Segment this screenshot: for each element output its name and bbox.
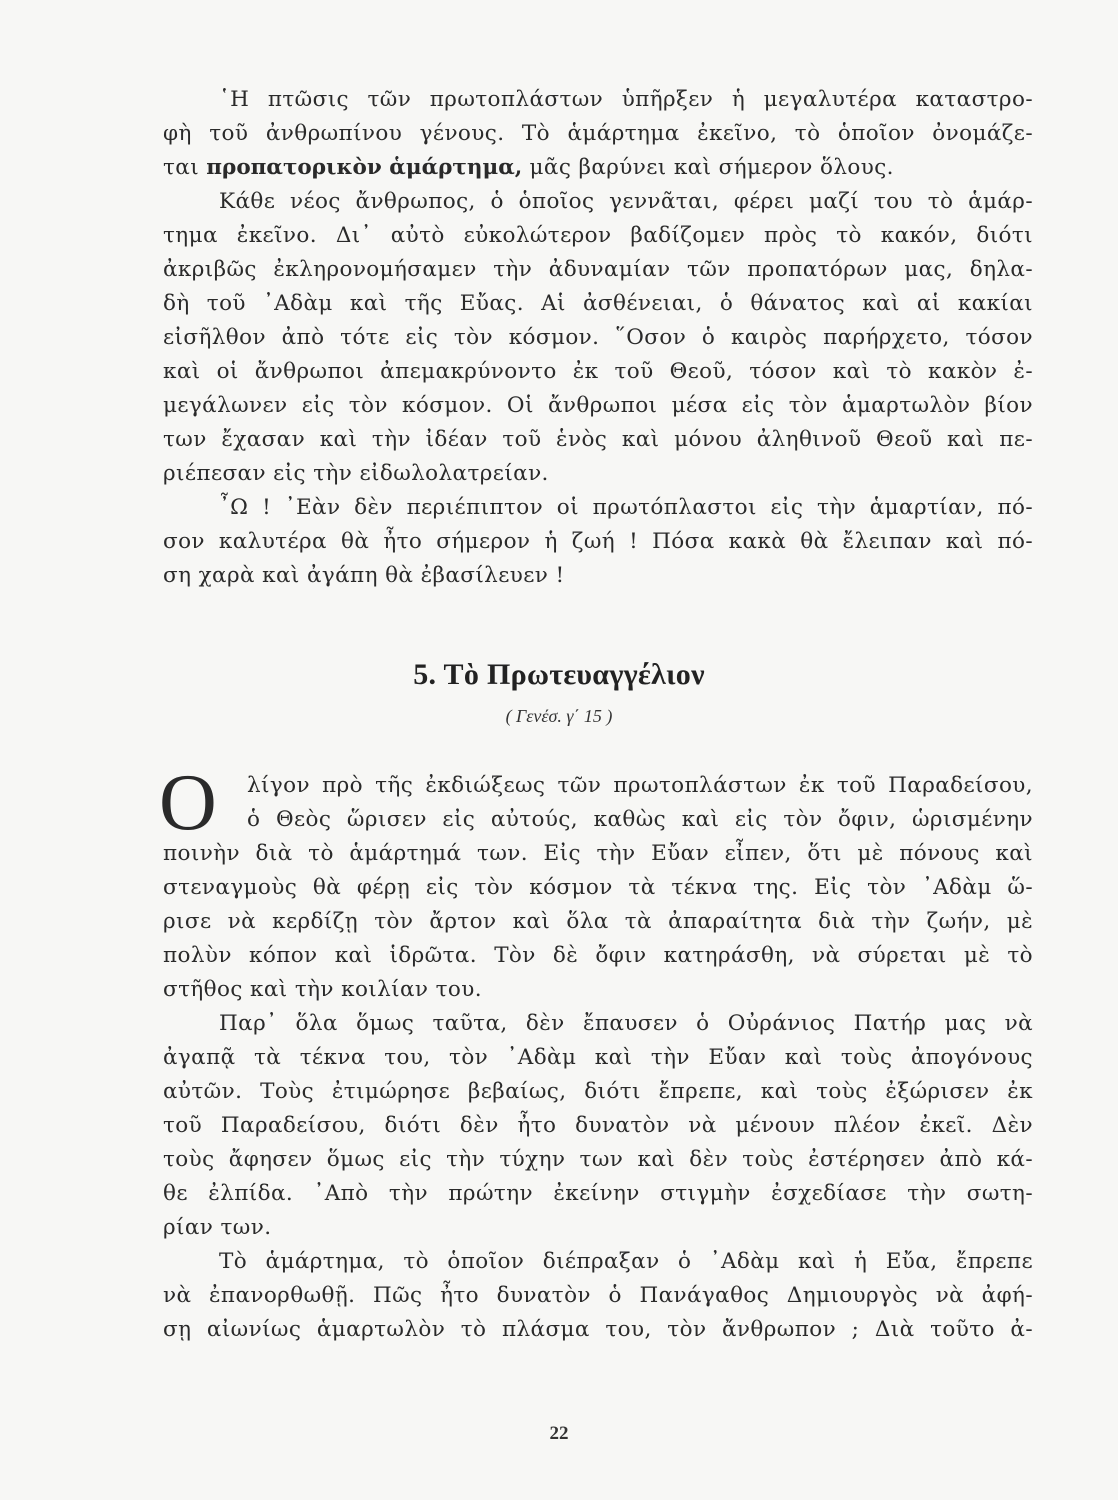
paragraph-love (163, 1007, 1033, 1245)
text-line: λίγον πρὸ τῆς ἐκδιώξεως τῶν πρωτοπλάστων ἐκ τοῦ Παραδείσου, (247, 773, 1033, 798)
text-line: τοὺς ἄφησεν ὅμως εἰς τὴν τύχην των καὶ δὲν τοὺς ἐστέρησεν ἀπὸ κά- (163, 1147, 1033, 1172)
text-line: σον καλυτέρα θὰ ἦτο σήμερον ἡ ζωή ! Πόσα κακὰ θὰ ἔλειπαν καὶ πό- (163, 529, 1033, 554)
text-line: Κάθε νέος ἄνθρωπος, ὁ ὁποῖος γεννᾶται, φέρει μαζί του τὸ ἁμάρ- (219, 189, 1033, 214)
text-line: φὴ τοῦ ἀνθρωπίνου γένους. Τὸ ἁμάρτημα ἐκεῖνο, τὸ ὁποῖον ὀνομάζε- (163, 121, 1033, 146)
text-line: αὐτῶν. Τοὺς ἐτιμώρησε βεβαίως, διότι ἔπρεπε, καὶ τοὺς ἐξώρισεν ἐκ (163, 1079, 1033, 1104)
text-line: στῆθος καὶ τὴν κοιλίαν του. (163, 977, 482, 1002)
text-line: θε ἐλπίδα. ᾿Απὸ τὴν πρώτην ἐκείνην στιγμὴν ἐσχεδίασε τὴν σωτη- (163, 1181, 1033, 1206)
text-line: ἀγαπᾷ τὰ τέκνα του, τὸν ᾿Αδὰμ καὶ τὴν Εὔαν καὶ τοὺς ἀπογόνους (163, 1045, 1033, 1070)
text-line: ῾Η πτῶσις τῶν πρωτοπλάστων ὑπῆρξεν ἡ μεγαλυτέρα καταστρο- (219, 87, 1033, 112)
text-line: ση χαρὰ καὶ ἀγάπη θὰ ἐβασίλευεν ! (163, 563, 565, 588)
text-line: ρισε νὰ κερδίζῃ τὸν ἄρτον καὶ ὅλα τὰ ἀπαραίτητα διὰ τὴν ζωήν, μὲ (163, 909, 1033, 934)
text-line: δὴ τοῦ ᾿Αδὰμ καὶ τῆς Εὔας. Αἱ ἀσθένειαι, ὁ θάνατος καὶ αἱ κακίαι (163, 291, 1033, 316)
page-number: 22 (549, 1423, 569, 1444)
text-line: ρίαν των. (163, 1215, 272, 1240)
text-line: ῏Ω ! ᾿Εὰν δὲν περιέπιπτον οἱ πρωτόπλαστοι εἰς τὴν ἁμαρτίαν, πό- (219, 495, 1033, 520)
text-span: ται (163, 155, 207, 180)
upper-text-block (163, 83, 1033, 593)
scripture-reference: ( Γενέσ. γ΄ 15 ) (505, 706, 613, 726)
lower-text-block (159, 759, 1033, 1347)
text-line: ἀκριβῶς ἐκληρονομήσαμεν τὴν ἀδυναμίαν τῶν προπατόρων μας, δηλα- (163, 257, 1033, 282)
paragraph-fall (163, 83, 1033, 185)
text-line: μεγάλωνεν εἰς τὸν κόσμον. Οἱ ἄνθρωποι μέσα εἰς τὸν ἁμαρτωλὸν βίον (163, 393, 1033, 418)
paragraph-punishment (159, 759, 1033, 1007)
text-line: τοῦ Παραδείσου, διότι δὲν ἦτο δυνατὸν νὰ μένουν πλέον ἐκεῖ. Δὲν (163, 1113, 1033, 1138)
text-line: τημα ἐκεῖνο. Δι᾽ αὐτὸ εὐκολώτερον βαδίζομεν πρὸς τὸ κακόν, διότι (163, 223, 1033, 248)
text-line: στεναγμοὺς θὰ φέρῃ εἰς τὸν κόσμον τὰ τέκνα της. Εἰς τὸν ᾿Αδὰμ ὥ- (163, 875, 1033, 900)
text-line (163, 151, 1033, 185)
text-line: Τὸ ἁμάρτημα, τὸ ὁποῖον διέπραξαν ὁ ᾿Αδὰμ καὶ ἡ Εὔα, ἔπρεπε (219, 1249, 1033, 1274)
paragraph-exclamation (163, 491, 1033, 593)
text-line: των ἔχασαν καὶ τὴν ἰδέαν τοῦ ἑνὸς καὶ μόνου ἀληθινοῦ Θεοῦ καὶ πε- (163, 427, 1033, 452)
section-title: 5. Τὸ Πρωτευαγγέλιον (413, 658, 705, 691)
text-line: σῃ αἰωνίως ἁμαρτωλὸν τὸ πλάσμα του, τὸν ἄνθρωπον ; Διὰ τοῦτο ἀ- (163, 1317, 1033, 1342)
text-line: Παρ᾽ ὅλα ὅμως ταῦτα, δὲν ἔπαυσεν ὁ Οὐράνιος Πατήρ μας νὰ (219, 1011, 1033, 1036)
text-line: καὶ οἱ ἄνθρωποι ἀπεμακρύνοντο ἐκ τοῦ Θεοῦ, τόσον καὶ τὸ κακὸν ἐ- (163, 359, 1033, 384)
text-line: εἰσῆλθον ἀπὸ τότε εἰς τὸν κόσμον. ῞Οσον ὁ καιρὸς παρήρχετο, τόσον (163, 325, 1033, 350)
drop-cap-letter: Ο (159, 759, 217, 847)
paragraph-restoration (163, 1245, 1033, 1347)
text-line: νὰ ἐπανορθωθῇ. Πῶς ἦτο δυνατὸν ὁ Πανάγαθος Δημιουργὸς νὰ ἀφή- (163, 1283, 1033, 1308)
text-span: μᾶς βαρύνει καὶ σήμερον ὅλους. (522, 155, 894, 180)
text-line: ποινὴν διὰ τὸ ἁμάρτημά των. Εἰς τὴν Εὔαν εἶπεν, ὅτι μὲ πόνους καὶ (163, 841, 1033, 866)
text-line: ὁ Θεὸς ὥρισεν εἰς αὐτούς, καθὼς καὶ εἰς τὸν ὄφιν, ὡρισμένην (247, 807, 1033, 832)
text-line: ριέπεσαν εἰς τὴν εἰδωλολατρείαν. (163, 461, 549, 486)
bold-term: προπατορικὸν ἁμάρτημα, (206, 155, 523, 180)
paragraph-inheritance (163, 185, 1033, 491)
text-line: πολὺν κόπον καὶ ἱδρῶτα. Τὸν δὲ ὄφιν κατηράσθη, νὰ σύρεται μὲ τὸ (163, 943, 1033, 968)
